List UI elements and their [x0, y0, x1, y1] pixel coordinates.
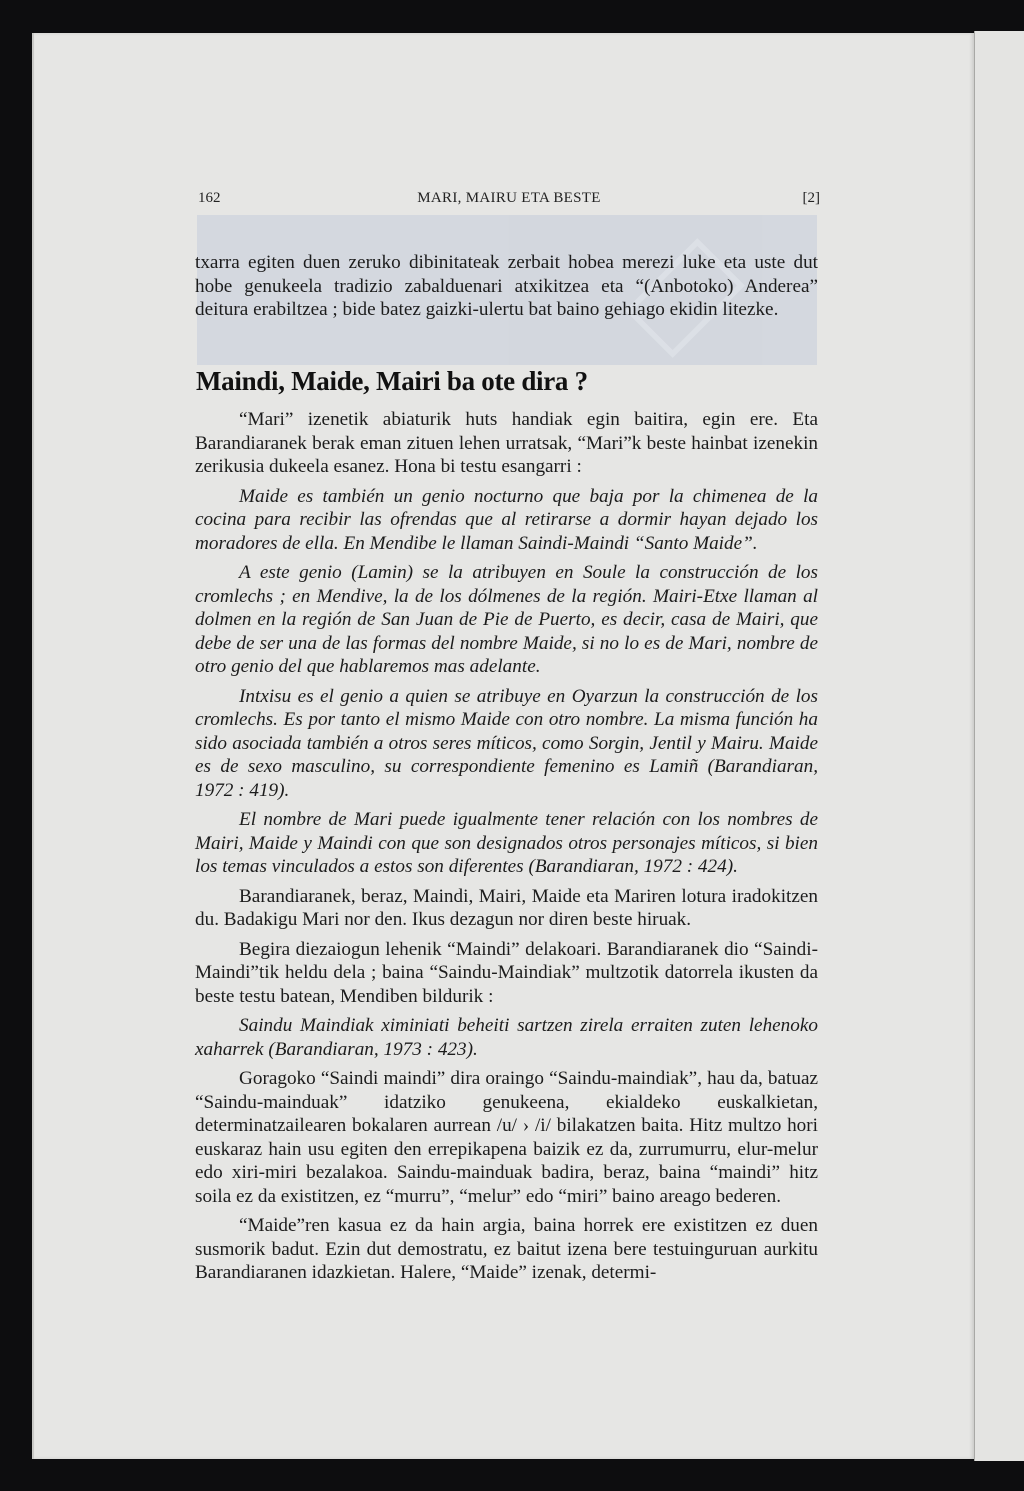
quote-paragraph: Saindu Maindiak ximiniati beheiti sartzen zirela erraiten zuten lehenoko xaharrek (Barandiaran, 1973 : 423).	[195, 1015, 818, 1060]
quote-paragraph: A este genio (Lamin) se la atribuyen en Soule la construcción de los cromlechs ; en Mendive, la de los dólmenes de la región. Mairi-Etxe llaman al dolmen en la región de San Juan de Pie de Puerto, es decir, casa de Mairi, que debe de ser una de las formas del nombre Maide, si no lo es de Mari, nombre de otro genio del que hablaremos mas adelante.	[195, 562, 818, 677]
quote-paragraph: Intxisu es el genio a quien se atribuye en Oyarzun la construcción de los cromlechs. Es por tanto el mismo Maide con otro nombre. La misma función ha sido asociada también a otros seres míticos, como Sorgin, Jentil y Mairu. Maide es de sexo masculino, su correspondiente femenino es Lamiñ (Barandiaran, 1972 : 419).	[195, 685, 818, 801]
body-paragraph: “Maide”ren kasua ez da hain argia, baina horrek ere existitzen ez duen susmorik badut. Ezin dut demostratu, ez baitut izena bere testuinguruan aurkitu Barandiaranen idazkietan. Halere, “Maide” izenak, determi-	[195, 1215, 818, 1283]
body-paragraph: “Mari” izenetik abiaturik huts handiak egin baitira, egin ere. Eta Barandiaranek berak eman zituen lehen urratsak, “Mari”k beste hainbat izenekin zerikusia dukeela esanez. Hona bi testu esangarri :	[195, 409, 818, 477]
section-number: [2]	[802, 190, 820, 206]
running-title: MARI, MAIRU ETA BESTE	[417, 190, 601, 206]
intro-paragraph-block	[195, 251, 818, 322]
section-body	[195, 408, 818, 1285]
quote-paragraph: Maide es también un genio nocturno que baja por la chimenea de la cocina para recibir las ofrendas que al retirarse a dormir hayan dejado los moradores de ella. En Mendibe le llaman Saindi-Maindi “Santo Maide”.	[195, 485, 818, 554]
intro-paragraph: txarra egiten duen zeruko dibinitateak zerbait hobea merezi luke eta uste dut hobe genukeela tradizio zabalduenari atxikitzea eta “(Anbotoko) Anderea” deitura erabiltzea ; bide batez gaizki-ulertu bat baino gehiago ekidin litezke.	[195, 252, 818, 320]
body-paragraph: Begira diezaiogun lehenik “Maindi” delakoari. Barandiaranek dio “Saindi-Maindi”tik heldu dela ; baina “Saindu-Maindiak” multzotik datorrela ikusten da beste testu batean, Mendiben bildurik :	[195, 938, 818, 1007]
running-head	[198, 190, 820, 212]
page-number: 162	[198, 190, 221, 206]
section-heading: Maindi, Maide, Mairi ba ote dira ?	[196, 366, 588, 396]
facing-page-edge	[974, 31, 1024, 1461]
body-paragraph: Barandiaranek, beraz, Maindi, Mairi, Maide eta Mariren lotura iradokitzen du. Badakigu Mari nor den. Ikus dezagun nor diren beste hiruak.	[195, 885, 818, 930]
quote-paragraph: El nombre de Mari puede igualmente tener relación con los nombres de Mairi, Maide y Maindi con que son designados otros personajes míticos, si bien los temas vinculados a estos son diferentes (Barandiaran, 1972 : 424).	[195, 809, 818, 877]
body-paragraph: Goragoko “Saindi maindi” dira oraingo “Saindu-maindiak”, hau da, batuaz “Saindu-mainduak” idatziko genukeena, ekialdeko euskalkietan, determinatzailearen bokalaren aurrean /u/ › /i/ bilakatzen baita. Hitz multzo hori euskaraz hain usu egiten den errepikapena baizik ez da, zurrumurru, elur-melur edo xiri-miri bezalakoa. Saindu-mainduak badira, beraz, baina “maindi” hitz soila ez da existitzen, ez “murru”, “melur” edo “miri” baino areago bederen.	[195, 1068, 818, 1207]
